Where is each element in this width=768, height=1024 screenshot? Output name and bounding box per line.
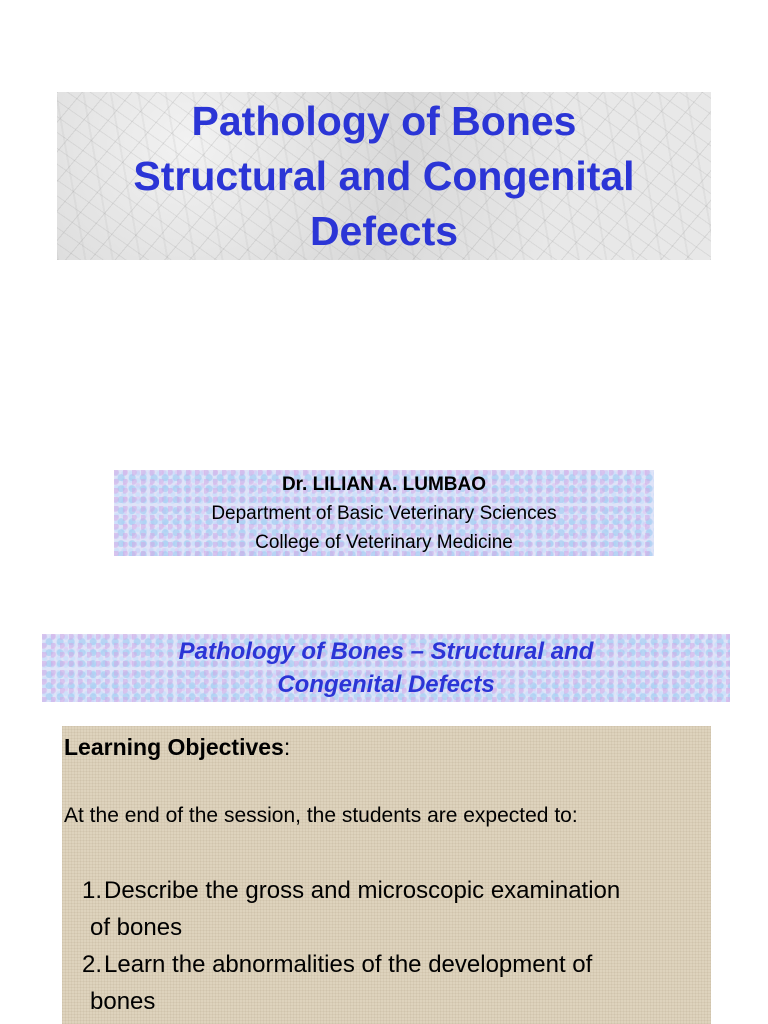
objectives-intro: At the end of the session, the students are expected to: <box>64 804 578 827</box>
title-banner <box>57 92 711 260</box>
list-item <box>62 946 702 1020</box>
list-item-number: 2. <box>81 951 102 978</box>
author-box <box>114 470 654 556</box>
subtitle-banner <box>42 634 730 702</box>
author-name: Dr. LILIAN A. LUMBAO <box>281 473 487 495</box>
list-item-number: 1. <box>81 877 102 904</box>
title-line-2: Structural and Congenital <box>133 152 635 199</box>
objectives-heading-colon: : <box>283 734 291 760</box>
list-item <box>62 872 702 946</box>
objectives-list <box>62 872 702 1020</box>
objectives-heading <box>64 732 290 762</box>
objectives-heading-text: Learning Objectives <box>64 734 284 760</box>
subtitle-line-2: Congenital Defects <box>277 671 495 698</box>
list-item-line-1: Learn the abnormalities of the development of <box>104 951 593 978</box>
list-item-text <box>90 946 702 1020</box>
objectives-panel <box>62 726 711 1024</box>
title-line-3: Defects <box>309 207 459 254</box>
list-item-line-2: of bones <box>90 914 183 941</box>
list-item-line-2: bones <box>90 988 156 1015</box>
subtitle-line-1: Pathology of Bones – Structural and <box>178 638 594 665</box>
title-line-1: Pathology of Bones <box>191 97 577 144</box>
list-item-line-1: Describe the gross and microscopic examination <box>104 877 621 904</box>
list-item-text <box>90 872 702 946</box>
author-college: College of Veterinary Medicine <box>255 531 513 553</box>
author-department: Department of Basic Veterinary Sciences <box>211 502 557 524</box>
